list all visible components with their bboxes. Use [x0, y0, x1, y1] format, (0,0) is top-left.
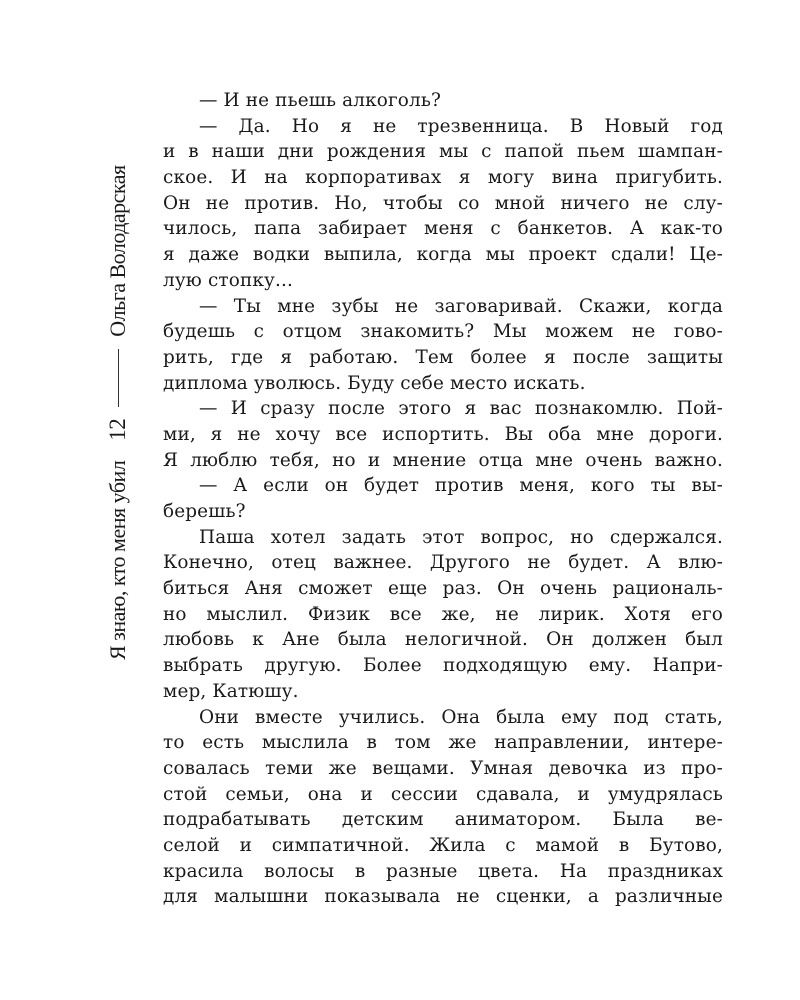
running-header-rotated: [88, 160, 148, 660]
text-line: Он не против. Но, чтобы со мной ничего не слу-: [163, 192, 723, 214]
text-line: лую стопку...: [163, 269, 293, 291]
text-line: стой семьи, она и сессии сдавала, и умудрялась: [163, 783, 723, 805]
text-line: будешь с отцом знакомить? Мы можем не гово-: [163, 321, 723, 343]
text-line: мер, Катюшу.: [163, 680, 299, 702]
text-line: ми, я не хочу все испортить. Вы оба мне дороги.: [163, 423, 723, 445]
text-line: Я люблю тебя, но и мнение отца мне очень важно.: [163, 449, 723, 471]
text-line: биться Аня сможет еще раз. Он очень рациональ-: [163, 578, 723, 600]
text-line: рить, где я работаю. Тем более я после защиты: [163, 346, 723, 368]
header-divider: [118, 349, 119, 407]
body-text: [163, 88, 723, 910]
text-line: — Ты мне зубы не заговаривай. Скажи, когда: [199, 295, 723, 317]
text-line: подрабатывать детским аниматором. Была ве-: [163, 809, 723, 831]
text-line: для малышни показывала не сценки, а различные: [163, 886, 723, 908]
text-line: — И не пьешь алкоголь?: [199, 90, 441, 111]
text-line: я даже водки выпила, когда мы проект сдали! Це-: [163, 244, 723, 266]
text-line: диплома уволюсь. Буду себе место искать.: [163, 372, 586, 394]
text-line: и в наши дни рождения мы с папой пьем шампан-: [163, 141, 723, 163]
page-number: 12: [105, 418, 130, 441]
text-line: селой и симпатичной. Жила с мамой в Бутово,: [163, 834, 723, 856]
running-header: [88, 160, 148, 660]
text-line: красила волосы в разные цвета. На праздниках: [163, 860, 723, 882]
author-name: Ольга Володарская: [105, 165, 130, 337]
text-line: — И сразу после этого я вас познакомлю. Пой-: [199, 398, 723, 420]
text-line: Они вместе учились. Она была ему под стать,: [199, 706, 723, 728]
text-line: Конечно, отец важнее. Другого не будет. А влю-: [163, 552, 723, 574]
text-line: — Да. Но я не трезвенница. В Новый год: [199, 115, 723, 137]
text-line: Паша хотел задать этот вопрос, но сдержался.: [199, 526, 723, 548]
text-line: совалась теми же вещами. Умная девочка из про-: [163, 757, 723, 779]
text-line: берешь?: [163, 501, 246, 522]
text-line: — А если он будет против меня, кого ты вы-: [199, 475, 723, 497]
text-line: любовь к Ане была нелогичной. Он должен был: [163, 629, 723, 651]
text-line: чилось, папа забирает меня с банкетов. А как-то: [163, 218, 723, 240]
text-line: ское. И на корпоративах я могу вина пригубить.: [163, 167, 723, 189]
text-line: то есть мыслила в том же направлении, интере-: [163, 732, 723, 754]
book-title: Я знаю, кто меня убил: [105, 460, 130, 660]
text-line: выбрать другую. Более подходящую ему. Напри-: [163, 655, 723, 677]
text-line: но мыслил. Физик все же, не лирик. Хотя его: [163, 603, 723, 625]
